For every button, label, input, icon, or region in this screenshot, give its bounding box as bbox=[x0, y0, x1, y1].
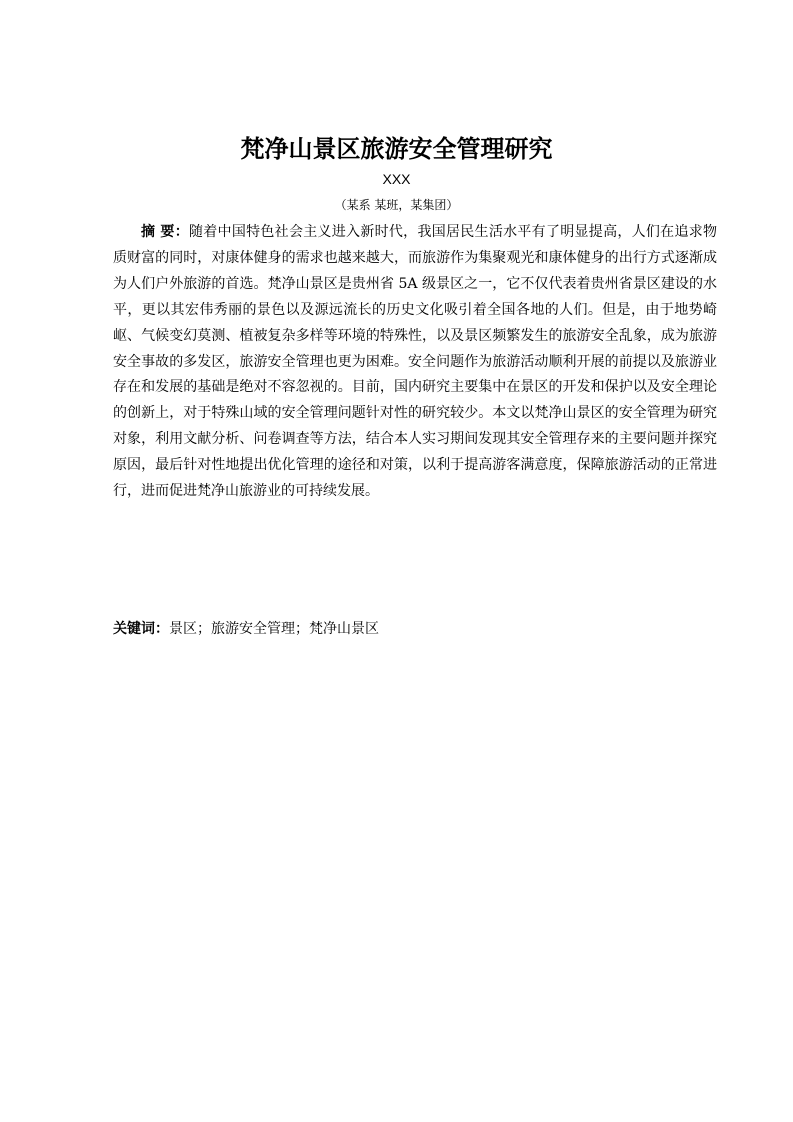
keywords-label: 关键词： bbox=[113, 621, 169, 637]
paper-affiliation: （某系 某班，某集团） bbox=[334, 198, 459, 212]
keywords-line bbox=[113, 617, 717, 641]
abstract-paragraph bbox=[113, 220, 717, 505]
paper-title: 梵净山景区旅游安全管理研究 bbox=[240, 135, 553, 163]
abstract-label: 摘 要： bbox=[141, 224, 189, 240]
abstract-text: 随着中国特色社会主义进入新时代，我国居民生活水平有了明显提高，人们在追求物质财富的同时，对康体健身的需求也越来越大，而旅游作为集聚观光和康体健身的出行方式逐渐成为人们户外旅游的首选。梵净山景区是贵州省 5A 级景区之一，它不仅代表着贵州省景区建设的水平，更以其宏伟秀丽的景色以及源远流长的历史文化吸引着全国各地的人们。但是，由于地势崎岖、气候变幻莫测、植被复杂多样等环境的特殊性，以及景区频繁发生的旅游安全乱象，成为旅游安全事故的多发区，旅游安全管理也更为困难。安全问题作为旅游活动顺利开展的前提以及旅游业存在和发展的基础是绝对不容忽视的。目前，国内研究主要集中在景区的开发和保护以及安全理论的创新上，对于特殊山域的安全管理问题针对性的研究较少。本文以梵净山景区的安全管理为研究对象，利用文献分析、问卷调查等方法，结合本人实习期间发现其安全管理存来的主要问题并探究原因，最后针对性地提出优化管理的途径和对策，以利于提高游客满意度，保障旅游活动的正常进行，进而促进梵净山旅游业的可持续发展。 bbox=[113, 224, 718, 500]
paper-author: XXX bbox=[382, 171, 411, 187]
keywords-text: 景区；旅游安全管理；梵净山景区 bbox=[169, 621, 379, 637]
